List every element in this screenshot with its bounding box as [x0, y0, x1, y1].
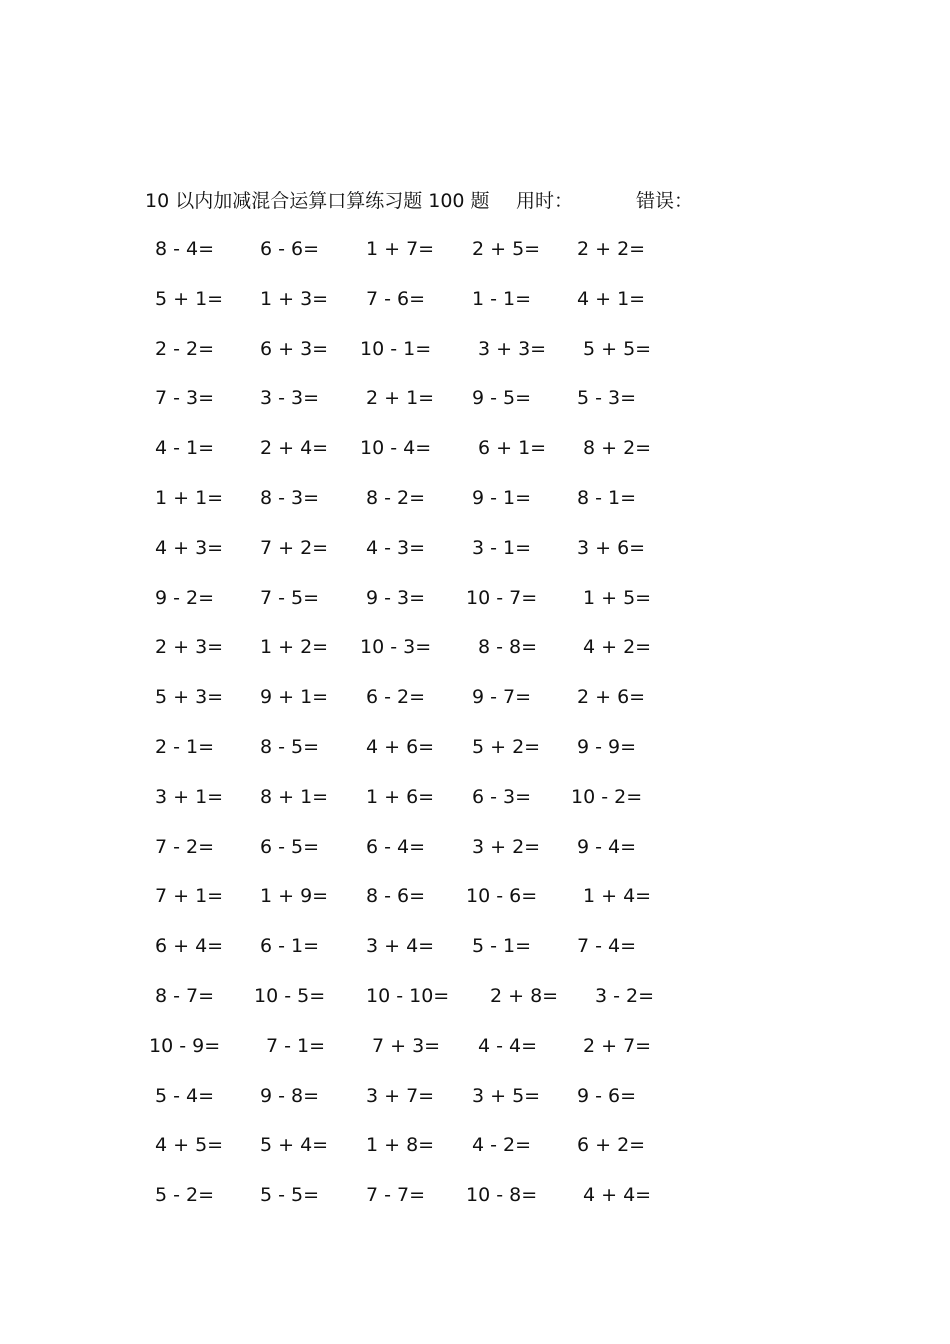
- problem-item: 3 + 6=: [577, 536, 646, 559]
- problem-item: 8 - 7=: [155, 984, 215, 1007]
- problem-item: 9 + 1=: [260, 686, 329, 709]
- error-label: 错误：: [636, 190, 694, 212]
- problem-item: 4 - 2=: [472, 1134, 532, 1157]
- time-label: 用时：: [516, 190, 574, 212]
- problem-item: 7 - 2=: [155, 835, 215, 858]
- problem-item: 6 - 2=: [366, 686, 426, 709]
- problem-item: 5 + 2=: [472, 735, 541, 758]
- problem-item: 4 - 3=: [366, 536, 426, 559]
- problem-row: [0, 631, 950, 681]
- problem-item: 7 - 1=: [266, 1034, 326, 1057]
- problem-item: 10 - 3=: [360, 636, 432, 659]
- problem-row: [0, 532, 950, 582]
- problem-item: 4 + 3=: [155, 536, 224, 559]
- problem-item: 4 + 6=: [366, 735, 435, 758]
- problem-item: 7 + 3=: [372, 1034, 441, 1057]
- problem-row: [0, 1030, 950, 1080]
- problem-item: 2 + 5=: [472, 238, 541, 260]
- problem-item: 5 + 1=: [155, 287, 224, 310]
- problem-item: 3 + 4=: [366, 935, 435, 958]
- problem-item: 6 + 2=: [577, 1134, 646, 1157]
- problem-item: 7 - 3=: [155, 387, 215, 410]
- problem-row: [0, 1080, 950, 1130]
- problem-item: 9 - 7=: [472, 686, 532, 709]
- problem-item: 10 - 5=: [254, 984, 326, 1007]
- problem-item: 5 - 4=: [155, 1084, 215, 1107]
- problem-item: 2 + 8=: [490, 984, 559, 1007]
- problem-item: 10 - 8=: [466, 1184, 538, 1207]
- problem-item: 5 - 3=: [577, 387, 637, 410]
- problem-item: 8 - 2=: [366, 486, 426, 509]
- problem-item: 2 + 7=: [583, 1034, 652, 1057]
- problem-row: [0, 482, 950, 532]
- problem-item: 1 + 3=: [260, 287, 329, 310]
- problem-row: [0, 582, 950, 632]
- problem-item: 10 - 9=: [149, 1034, 221, 1057]
- problem-row: [0, 930, 950, 980]
- problem-item: 4 + 4=: [583, 1184, 652, 1207]
- problem-item: 1 + 8=: [366, 1134, 435, 1157]
- problem-item: 3 - 1=: [472, 536, 532, 559]
- problem-grid: [0, 233, 950, 1229]
- problem-row: [0, 880, 950, 930]
- problem-item: 6 - 5=: [260, 835, 320, 858]
- problem-row: [0, 980, 950, 1030]
- problem-item: 3 + 1=: [155, 785, 224, 808]
- problem-item: 2 + 3=: [155, 636, 224, 659]
- problem-row: [0, 781, 950, 831]
- problem-item: 2 - 1=: [155, 735, 215, 758]
- problem-item: 3 - 3=: [260, 387, 320, 410]
- problem-row: [0, 1129, 950, 1179]
- problem-item: 8 - 6=: [366, 885, 426, 908]
- problem-item: 4 + 5=: [155, 1134, 224, 1157]
- problem-item: 7 + 1=: [155, 885, 224, 908]
- problem-item: 8 - 1=: [577, 486, 637, 509]
- problem-item: 5 + 4=: [260, 1134, 329, 1157]
- problem-row: [0, 333, 950, 383]
- problem-item: 3 - 2=: [595, 984, 655, 1007]
- problem-item: 8 - 5=: [260, 735, 320, 758]
- problem-item: 1 + 5=: [583, 586, 652, 609]
- problem-row: [0, 233, 950, 283]
- problem-item: 9 - 1=: [472, 486, 532, 509]
- problem-item: 9 - 2=: [155, 586, 215, 609]
- problem-row: [0, 681, 950, 731]
- problem-item: 9 - 8=: [260, 1084, 320, 1107]
- problem-item: 5 - 5=: [260, 1184, 320, 1207]
- problem-item: 3 + 7=: [366, 1084, 435, 1107]
- problem-item: 10 - 7=: [466, 586, 538, 609]
- problem-item: 1 + 9=: [260, 885, 329, 908]
- problem-item: 9 - 9=: [577, 735, 637, 758]
- problem-item: 7 - 4=: [577, 935, 637, 958]
- problem-row: [0, 731, 950, 781]
- problem-item: 10 - 6=: [466, 885, 538, 908]
- problem-item: 1 + 2=: [260, 636, 329, 659]
- problem-item: 4 - 1=: [155, 437, 215, 460]
- problem-item: 1 + 4=: [583, 885, 652, 908]
- problem-item: 4 + 1=: [577, 287, 646, 310]
- problem-item: 10 - 2=: [571, 785, 643, 808]
- problem-item: 7 - 7=: [366, 1184, 426, 1207]
- problem-item: 10 - 1=: [360, 337, 432, 360]
- problem-item: 3 + 5=: [472, 1084, 541, 1107]
- problem-item: 6 + 4=: [155, 935, 224, 958]
- problem-item: 1 + 6=: [366, 785, 435, 808]
- problem-item: 2 - 2=: [155, 337, 215, 360]
- problem-item: 6 + 3=: [260, 337, 329, 360]
- problem-item: 6 - 3=: [472, 785, 532, 808]
- worksheet-header: [0, 186, 950, 216]
- problem-item: 6 - 4=: [366, 835, 426, 858]
- problem-item: 2 + 6=: [577, 686, 646, 709]
- problem-item: 7 - 5=: [260, 586, 320, 609]
- problem-item: 2 + 4=: [260, 437, 329, 460]
- problem-row: [0, 382, 950, 432]
- problem-item: 8 - 3=: [260, 486, 320, 509]
- problem-item: 5 + 5=: [583, 337, 652, 360]
- problem-item: 5 - 2=: [155, 1184, 215, 1207]
- problem-item: 2 + 1=: [366, 387, 435, 410]
- problem-item: 4 + 2=: [583, 636, 652, 659]
- problem-item: 9 - 4=: [577, 835, 637, 858]
- problem-item: 2 + 2=: [577, 238, 646, 260]
- problem-row: [0, 1179, 950, 1229]
- problem-item: 6 - 1=: [260, 935, 320, 958]
- problem-item: 1 + 7=: [366, 238, 435, 260]
- problem-item: 9 - 6=: [577, 1084, 637, 1107]
- worksheet-title: 10 以内加减混合运算口算练习题 100 题: [145, 190, 490, 212]
- problem-item: 1 - 1=: [472, 287, 532, 310]
- problem-item: 5 - 1=: [472, 935, 532, 958]
- problem-item: 7 - 6=: [366, 287, 426, 310]
- problem-row: [0, 432, 950, 482]
- problem-item: 3 + 2=: [472, 835, 541, 858]
- problem-item: 8 + 2=: [583, 437, 652, 460]
- problem-item: 10 - 4=: [360, 437, 432, 460]
- problem-item: 8 - 8=: [478, 636, 538, 659]
- problem-item: 6 + 1=: [478, 437, 547, 460]
- problem-item: 9 - 5=: [472, 387, 532, 410]
- problem-item: 9 - 3=: [366, 586, 426, 609]
- problem-row: [0, 831, 950, 881]
- problem-row: [0, 283, 950, 333]
- problem-item: 3 + 3=: [478, 337, 547, 360]
- problem-item: 10 - 10=: [366, 984, 450, 1007]
- problem-item: 8 - 4=: [155, 238, 215, 260]
- problem-item: 6 - 6=: [260, 238, 320, 260]
- problem-item: 5 + 3=: [155, 686, 224, 709]
- problem-item: 1 + 1=: [155, 486, 224, 509]
- problem-item: 8 + 1=: [260, 785, 329, 808]
- problem-item: 7 + 2=: [260, 536, 329, 559]
- problem-item: 4 - 4=: [478, 1034, 538, 1057]
